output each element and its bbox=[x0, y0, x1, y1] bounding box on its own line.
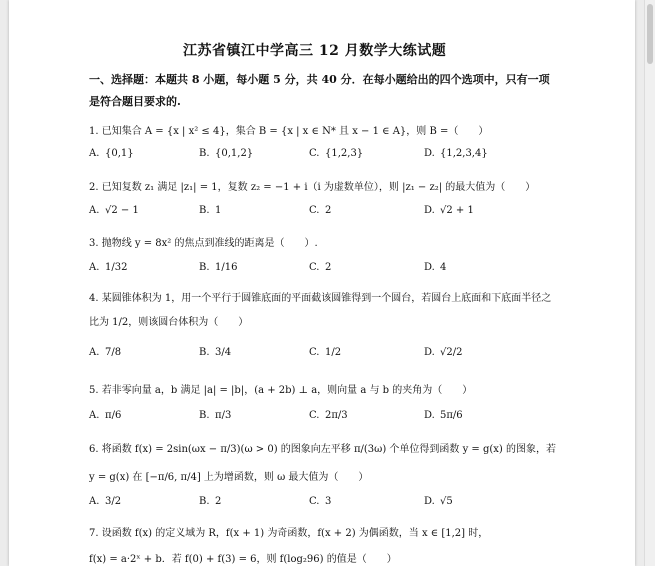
question-4-option-d[interactable]: D. √2/2 bbox=[424, 347, 463, 358]
question-4-option-c[interactable]: C. 1/2 bbox=[309, 347, 342, 358]
question-6-stem: 6. 将函数 f(x) = 2sin(ωx − π/3)(ω > 0) 的图象向左平移 π/(3ω) 个单位得到函数 y = g(x) 的图象，若 bbox=[89, 444, 556, 455]
question-4-stem: 4. 某圆锥体积为 1，用一个平行于圆锥底面的平面截该圆锥得到一个圆台，若圆台上底面和下底面半径之 bbox=[89, 293, 552, 304]
question-1-option-a[interactable]: A. {0,1} bbox=[89, 148, 134, 159]
question-1-option-b[interactable]: B. {0,1,2} bbox=[199, 148, 254, 159]
question-3-stem: 3. 抛物线 y = 8x² 的焦点到准线的距离是（ ）. bbox=[89, 238, 318, 249]
question-3-option-c[interactable]: C. 2 bbox=[309, 262, 332, 273]
question-6-option-d[interactable]: D. √5 bbox=[424, 496, 453, 507]
section-heading-cont: 是符合题目要求的. bbox=[89, 95, 181, 108]
question-2-option-a[interactable]: A. √2 − 1 bbox=[89, 205, 139, 216]
question-5-option-b[interactable]: B. π/3 bbox=[199, 410, 232, 421]
question-2-option-d[interactable]: D. √2 + 1 bbox=[424, 205, 474, 216]
question-2-option-b[interactable]: B. 1 bbox=[199, 205, 222, 216]
scrollbar-thumb[interactable] bbox=[647, 4, 653, 64]
question-1-option-c[interactable]: C. {1,2,3} bbox=[309, 148, 364, 159]
question-3-option-b[interactable]: B. 1/16 bbox=[199, 262, 238, 273]
question-6-option-b[interactable]: B. 2 bbox=[199, 496, 222, 507]
question-4-option-b[interactable]: B. 3/4 bbox=[199, 347, 232, 358]
question-6-stem-cont: y = g(x) 在 [−π/6, π/4] 上为增函数，则 ω 最大值为（ ） bbox=[89, 472, 369, 483]
question-1-stem: 1. 已知集合 A = {x | x² ≤ 4}，集合 B = {x | x ∈ N* 且 x − 1 ∈ A}，则 B =（ ） bbox=[89, 126, 489, 137]
question-3-option-d[interactable]: D. 4 bbox=[424, 262, 447, 273]
question-5-option-c[interactable]: C. 2π/3 bbox=[309, 410, 348, 421]
question-2-option-c[interactable]: C. 2 bbox=[309, 205, 332, 216]
question-4-option-a[interactable]: A. 7/8 bbox=[89, 347, 122, 358]
question-6-option-a[interactable]: A. 3/2 bbox=[89, 496, 122, 507]
vertical-scrollbar[interactable] bbox=[644, 0, 655, 566]
question-2-stem: 2. 已知复数 z₁ 满足 |z₁| = 1，复数 z₂ = −1 + i（i 为虚数单位），则 |z₁ − z₂| 的最大值为（ ） bbox=[89, 182, 536, 193]
question-4-stem-cont: 比为 1/2，则该圆台体积为（ ） bbox=[89, 317, 249, 328]
section-heading: 一、选择题：本题共 8 小题，每小题 5 分，共 40 分．在每小题给出的四个选项中，只有一项 bbox=[89, 73, 550, 86]
question-3-option-a[interactable]: A. 1/32 bbox=[89, 262, 128, 273]
question-6-option-c[interactable]: C. 3 bbox=[309, 496, 332, 507]
question-1-option-d[interactable]: D. {1,2,3,4} bbox=[424, 148, 488, 159]
question-5-option-a[interactable]: A. π/6 bbox=[89, 410, 122, 421]
question-5-option-d[interactable]: D. 5π/6 bbox=[424, 410, 463, 421]
document-page bbox=[9, 0, 635, 566]
page-title: 江苏省镇江中学高三 12 月数学大练试题 bbox=[183, 43, 447, 59]
question-5-stem: 5. 若非零向量 a，b 满足 |a| = |b|，(a + 2b) ⊥ a，则向量 a 与 b 的夹角为（ ） bbox=[89, 385, 473, 396]
question-7-stem: 7. 设函数 f(x) 的定义域为 R，f(x + 1) 为奇函数，f(x + 2) 为偶函数，当 x ∈ [1,2] 时， bbox=[89, 528, 489, 539]
question-7-stem-cont: f(x) = a·2ˣ + b．若 f(0) + f(3) = 6，则 f(log₂96) 的值是（ ） bbox=[89, 554, 397, 565]
